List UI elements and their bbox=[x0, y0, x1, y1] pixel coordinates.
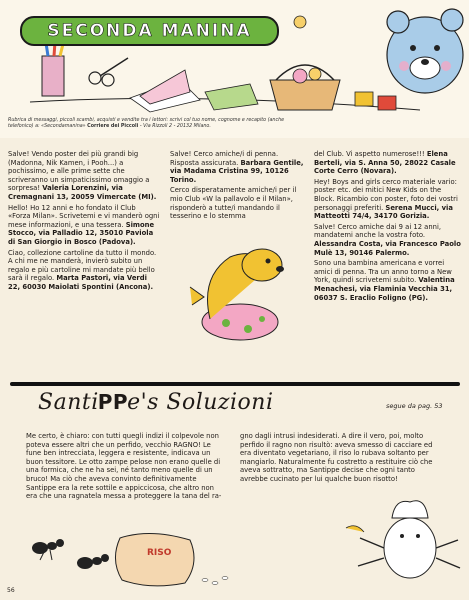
ads-column-2 bbox=[170, 150, 308, 347]
ad-item bbox=[170, 150, 308, 184]
ad-item bbox=[314, 150, 462, 176]
section-title-banner bbox=[20, 16, 279, 46]
title-part-a: Santi bbox=[38, 390, 99, 415]
solution-text-right: gno dagli intrusi indesiderati. A dire il vero, poi, molto perfido il ragno non risultò: aveva smesso di cacciare ed era diventato vegetariano, il riso lo rubava soltanto per mangiarlo. Naturalmente fu costretto a restituire ciò che aveva sottratto, ma Santippe decise che ogni tanto avrebbe cucinato per lui qualche buon risotto! bbox=[240, 432, 433, 483]
ad-text: Hey! Boys and girls cerco materiale vario: poster etc. dei mitici New Kids on the Block. Ricambio con poster, foto dei vostri personaggi preferiti. bbox=[314, 177, 458, 212]
caption-address: Corriere dei Piccoli bbox=[87, 124, 139, 129]
ant-icon bbox=[32, 539, 64, 560]
solutions-title bbox=[38, 390, 274, 415]
ad-contact: Valeria Lorenzini, via Cremagnani 13, 20059 Vimercate (MI). bbox=[8, 184, 157, 201]
solution-text-left: Me certo, è chiaro: con tutti quegli indizi il colpevole non poteva essere altri che un perfido, vecchio RAGNO! Le fune ben intrecciata, leggera e resistente, indicava un buon tessitore. Le otto zampe pelose non erano quelle di una formica, che ne ha sei, né tanto meno quelle di un bruco! Ma ciò che aveva convinto definitivamente Santippe era la rete sottile e appiccicosa, che altro non era che una ragnatela messa a proteggere la tana del ra- bbox=[26, 432, 222, 501]
seal-illustration bbox=[170, 227, 308, 345]
ad-contact: Simone Stocco, via Palladio 12, 35010 Paviola di San Giorgio in Bosco (Padova). bbox=[8, 220, 155, 246]
ad-contact: Valentina Menachesi, via Flaminia Vecchia 31, 06037 S. Eraclio Foligno (PG). bbox=[314, 276, 455, 302]
ad-text: Sono una bambina americana e vorrei amici di penna. Tra un anno torno a New York, quindi scrivetemi subito. bbox=[314, 259, 452, 285]
ad-text: Salve! Vendo poster dei più grandi big (Madonna, Nik Kamen, i Pooh...) a pochissimo, e alle prime sette che scriveranno un simpaticissimo omaggio a sorpresa! bbox=[8, 150, 150, 193]
ads-column-3 bbox=[314, 150, 462, 304]
ad-text: Salve! Cerco amiche dai 9 ai 12 anni, mandatemi anche la vostra foto. bbox=[314, 222, 442, 240]
ad-item bbox=[314, 178, 462, 221]
continued-from-note: segue da pag. 53 bbox=[386, 402, 443, 410]
ads-column-1 bbox=[8, 150, 160, 294]
header-illustration bbox=[0, 0, 469, 138]
ad-item bbox=[314, 259, 462, 302]
ad-text: del Club. Vi aspetto numerose!!! bbox=[314, 150, 427, 158]
ad-contact: Barbara Gentile, via Madama Cristina 99, 10126 Torino. bbox=[170, 158, 304, 184]
ad-text: Cerco disperatamente amiche/i per il mio Club «W la pallavolo e il Milan», risponderò a tutte/i mandando il tesserino e lo stemma bbox=[170, 186, 297, 221]
caption-lead: Rubrica di messaggi, piccoli scambi, acquisti e vendite tra i lettori: scrivi col tuo nome, cognome e recapito (anche telefonico) a: «Secondamanina» bbox=[8, 118, 285, 129]
rice-sack-label: RISO bbox=[147, 548, 172, 558]
ad-item bbox=[314, 223, 462, 257]
classified-ads bbox=[0, 150, 469, 380]
ad-item bbox=[170, 186, 308, 220]
ad-contact: Alessandra Costa, via Francesco Paolo Mulè 13, 90146 Palermo. bbox=[314, 239, 461, 257]
ant-icon bbox=[77, 554, 109, 569]
ad-item bbox=[8, 204, 160, 247]
page-number: 56 bbox=[7, 587, 15, 594]
ad-text: Salve! Cerco amiche/i di penna. Risposta assicurata. bbox=[170, 150, 279, 167]
ad-contact: Serena Mucci, via Matteotti 74/4, 34170 Gorizia. bbox=[314, 203, 453, 221]
ad-text: Ciao, collezione cartoline da tutto il mondo. A chi me ne manderà, invierò subito un regalo e più cartoline mi mandate più bello sarà il regalo. bbox=[8, 248, 157, 283]
ad-item bbox=[8, 150, 160, 202]
chef-spider-icon bbox=[346, 501, 460, 578]
rice-sack-icon bbox=[115, 533, 194, 585]
title-part-b: e's Soluzioni bbox=[127, 390, 274, 415]
bottom-illustration bbox=[0, 488, 469, 598]
ad-text: Hello! Ho 12 anni e ho fondato il Club «Forza Milan». Scrivetemi e vi manderò ogni mese informazioni, e una tessera. bbox=[8, 203, 160, 229]
caption-tail: - Via Rizzoli 2 - 20132 Milano. bbox=[138, 124, 211, 129]
ad-contact: Elena Berteli, via S. Anna 50, 28022 Casale Corte Cerro (Novara). bbox=[314, 150, 456, 176]
rubric-caption bbox=[8, 118, 308, 130]
section-title: SECONDA MANINA bbox=[47, 21, 252, 41]
section-divider bbox=[10, 382, 460, 386]
ad-contact: Marta Pastori, via Verdi 22, 60030 Maiolati Spontini (Ancona). bbox=[8, 274, 154, 291]
title-part-pp: PP bbox=[97, 390, 129, 414]
ad-item bbox=[8, 249, 160, 292]
